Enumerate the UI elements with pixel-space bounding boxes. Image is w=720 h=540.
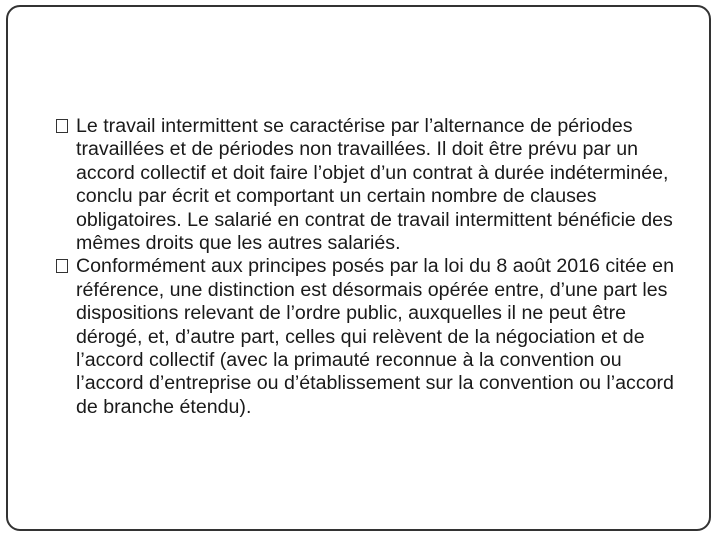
bullet-text: Conformément aux principes posés par la loi du 8 août 2016 citée en référence, une distinction est désormais opérée entre, d’une part les dispositions relevant de l’ordre public, auxquelles il ne peut être dérogé, et, d’autre part, celles qui relèvent de la négociation et de l’accord collectif (avec la primauté reconnue à la convention ou l’accord d’entreprise ou d’établissement sur la convention ou l’accord de branche étendu).	[76, 255, 674, 418]
square-bullet-icon	[56, 259, 68, 273]
bullet-item	[56, 255, 676, 419]
bullet-text: Le travail intermittent se caractérise par l’alternance de périodes travaillées et de périodes non travaillées. Il doit être prévu par un accord collectif et doit faire l’objet d’un contrat à durée indéterminée, conclu par écrit et comportant un certain nombre de clauses obligatoires. Le salarié en contrat de travail intermittent bénéficie des mêmes droits que les autres salariés.	[76, 115, 673, 255]
bullet-item	[56, 115, 676, 255]
bullet-list	[56, 115, 676, 419]
square-bullet-icon	[56, 119, 68, 133]
